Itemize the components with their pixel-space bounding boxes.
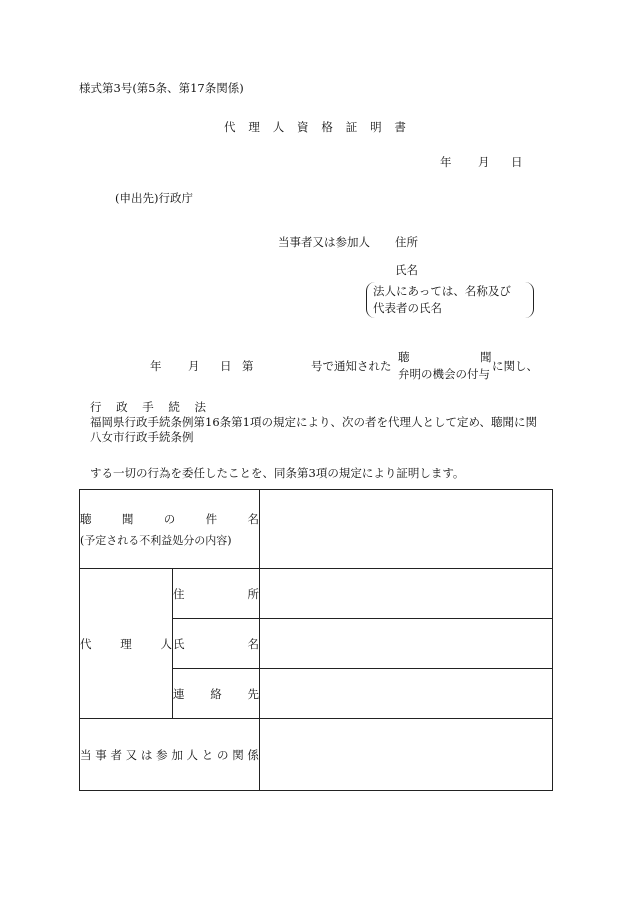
agent-address-label-cell (173, 569, 260, 619)
document-title (224, 122, 406, 134)
notice-option-hearing-b: 聞 (480, 350, 492, 364)
notice-day-label: 日 (220, 359, 232, 373)
label-char: 参 (156, 747, 168, 762)
corporate-note-line1: 法人にあっては、名称及び (373, 284, 511, 298)
label-char: 人 (160, 636, 172, 651)
corporate-note-line2: 代表者の氏名 (373, 301, 442, 315)
title-char: 明 (370, 120, 382, 134)
label-char: 連 (173, 686, 185, 701)
hearing-subject-label (80, 511, 259, 527)
hearing-subject-sublabel: (予定される不利益処分の内容) (80, 533, 232, 547)
label-char: 先 (247, 686, 259, 701)
notice-month-label: 月 (188, 359, 200, 373)
label-char: 名 (247, 511, 259, 526)
law-char: 行 (90, 400, 102, 414)
notice-year-label: 年 (150, 359, 162, 373)
party-label: 当事者又は参加人 (278, 235, 370, 249)
title-char: 人 (272, 120, 285, 134)
notice-option-explanation: 弁明の機会の付与 (398, 367, 490, 381)
label-char: 絡 (210, 686, 222, 701)
table-row (80, 490, 553, 569)
hearing-subject-label-cell (80, 490, 260, 569)
law-line3: 八女市行政手続条例 (90, 430, 194, 444)
agent-address-value-cell[interactable] (260, 569, 553, 619)
corporate-note-bracket (366, 282, 534, 318)
agent-name-label-cell (173, 619, 260, 669)
title-char: 証 (345, 120, 358, 134)
party-name-label: 氏名 (395, 263, 418, 277)
form-number: 様式第3号(第5条、第17条関係) (79, 81, 244, 95)
title-char: 格 (321, 120, 333, 134)
label-char: 代 (80, 636, 92, 651)
title-char: 資 (297, 120, 309, 134)
label-char: 人 (186, 747, 199, 762)
hearing-subject-value-cell[interactable] (260, 490, 553, 569)
law-char: 政 (116, 400, 128, 414)
label-char: 加 (171, 747, 183, 762)
label-char: 聞 (121, 511, 134, 526)
law-line1 (90, 402, 206, 414)
label-char: 係 (247, 747, 259, 762)
notice-dai-label: 第 (242, 359, 254, 373)
law-char: 法 (194, 400, 206, 414)
table-row (80, 719, 553, 791)
date-month-label: 月 (478, 155, 490, 169)
agent-name-label (173, 636, 259, 652)
closing-text: する一切の行為を委任したことを、同条第3項の規定により証明します。 (90, 466, 465, 480)
label-char: 住 (173, 586, 185, 601)
agent-contact-value-cell[interactable] (260, 669, 553, 719)
relation-value-cell[interactable] (260, 719, 553, 791)
agent-contact-label-cell (173, 669, 260, 719)
notice-suffix: に関し、 (492, 359, 538, 373)
label-char: と (201, 747, 214, 762)
label-char: は (140, 747, 153, 762)
notice-option-hearing-a: 聴 (398, 350, 410, 364)
label-char: 理 (120, 636, 132, 651)
relation-label (80, 747, 259, 763)
label-char: 聴 (80, 511, 92, 526)
label-char: 者 (110, 747, 122, 762)
label-char: の (216, 747, 229, 762)
agent-label (80, 636, 172, 652)
title-char: 代 (224, 120, 236, 134)
date-year-label: 年 (440, 155, 452, 169)
agent-table (79, 489, 553, 791)
label-char: 又 (125, 747, 138, 762)
relation-label-cell (80, 719, 260, 791)
date-day-label: 日 (511, 155, 523, 169)
notice-gou-text: 号で通知された (311, 359, 392, 373)
law-char: 続 (168, 400, 180, 414)
label-char: 名 (247, 636, 259, 651)
agent-address-label (173, 586, 259, 602)
label-char: 関 (232, 747, 244, 762)
label-char: 事 (95, 747, 107, 762)
label-char: 所 (247, 586, 259, 601)
agent-contact-label (173, 686, 259, 702)
label-char: の (163, 511, 176, 526)
law-char: 手 (142, 400, 154, 414)
party-address-label: 住所 (395, 235, 418, 249)
law-line2: 福岡県行政手続条例第16条第1項の規定により、次の者を代理人として定め、聴聞に関 (90, 415, 537, 429)
table-row (80, 569, 553, 619)
agent-name-value-cell[interactable] (260, 619, 553, 669)
addressee: (申出先)行政庁 (115, 191, 193, 205)
label-char: 当 (80, 747, 92, 762)
title-char: 理 (248, 120, 260, 134)
agent-label-cell (80, 569, 173, 719)
label-char: 氏 (173, 636, 185, 651)
title-char: 書 (394, 120, 406, 134)
label-char: 件 (205, 511, 218, 526)
